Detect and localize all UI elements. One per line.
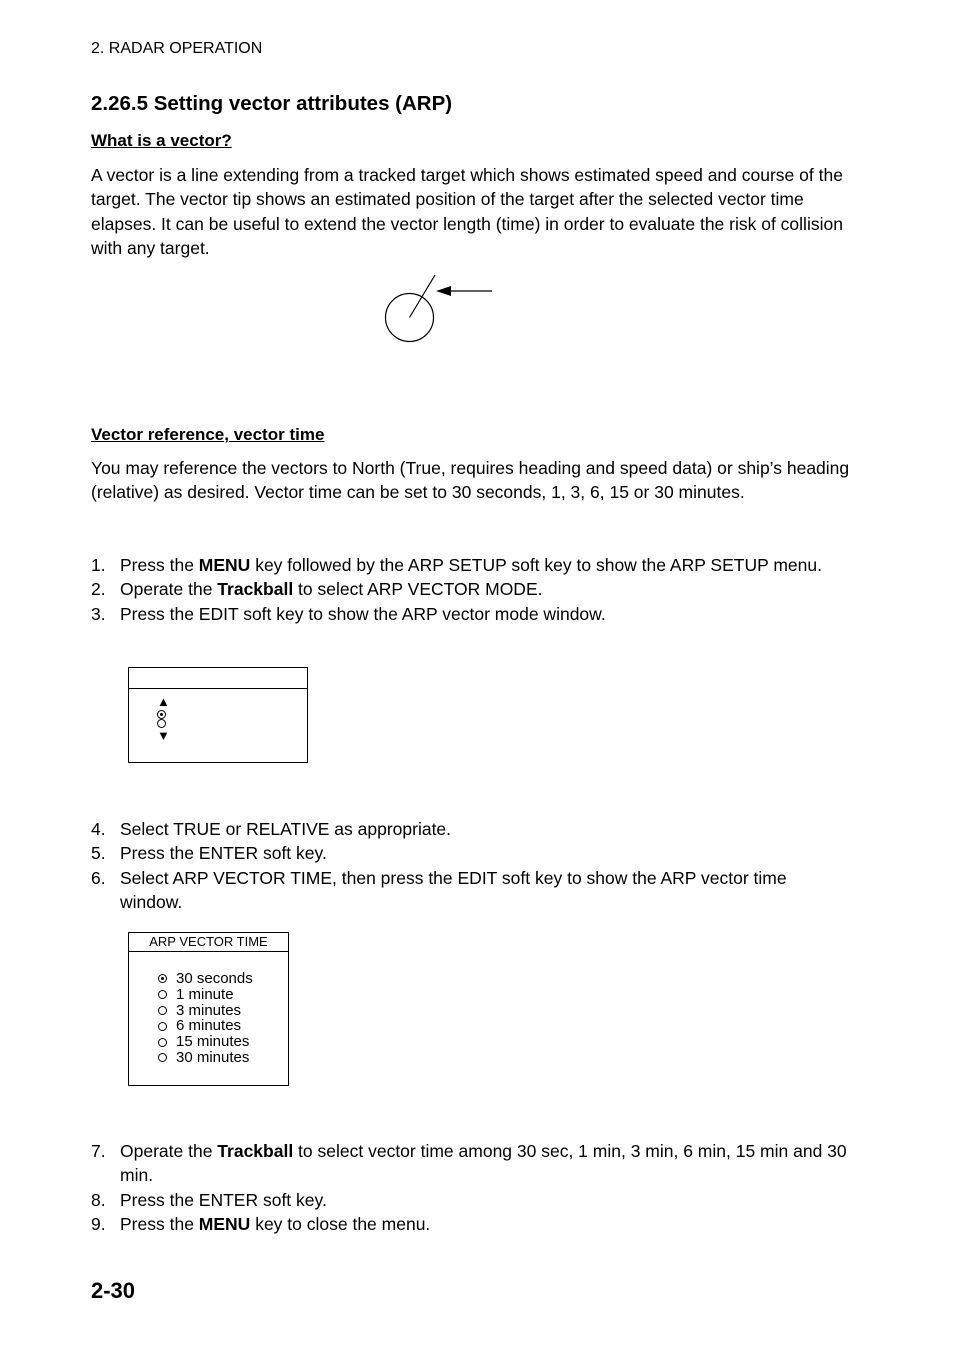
scroll-down-arrow-icon[interactable]: ▼ bbox=[157, 727, 170, 743]
scroll-up-arrow-icon[interactable]: ▲ bbox=[157, 694, 170, 709]
step-item: 8. Press the ENTER soft key. bbox=[91, 1189, 327, 1210]
window-title bbox=[129, 668, 307, 689]
steps-list-3 bbox=[91, 1139, 851, 1236]
window-title: ARP VECTOR TIME bbox=[129, 933, 288, 952]
section-title: 2.26.5 Setting vector attributes (ARP) bbox=[91, 92, 453, 115]
vector-reference-paragraph: You may reference the vectors to North (True, requires heading and speed data) or ship’s heading (relative) as desired. Vector time can be set to 30 seconds, 1, 3, 6, 15 or 30 minutes. bbox=[91, 458, 850, 503]
page-number: 2-30 bbox=[91, 1278, 136, 1303]
radio-option-true[interactable] bbox=[157, 710, 175, 719]
step-item: 4. Select TRUE or RELATIVE as appropriate. bbox=[91, 819, 452, 839]
radio-selected-icon bbox=[157, 710, 166, 719]
arp-vector-time-window bbox=[128, 932, 289, 1086]
step-item: 3. Press the EDIT soft key to show the ARP vector mode window. bbox=[91, 603, 606, 624]
radio-option-relative[interactable] bbox=[157, 719, 175, 728]
radio-unselected-icon bbox=[157, 719, 166, 728]
running-header: 2. RADAR OPERATION bbox=[91, 40, 263, 57]
step-item: 5. Press the ENTER soft key. bbox=[91, 843, 327, 864]
step-item: 9. Press the MENU key to close the menu. bbox=[91, 1213, 431, 1234]
vector-line bbox=[410, 275, 436, 318]
radio-option-1-minute[interactable]: 1 minute bbox=[158, 987, 253, 1003]
steps-list-2 bbox=[91, 817, 851, 914]
radio-unselected-icon bbox=[158, 1022, 167, 1031]
radio-selected-icon bbox=[158, 974, 167, 983]
radio-option-6-minutes[interactable]: 6 minutes bbox=[158, 1018, 253, 1034]
radio-unselected-icon bbox=[158, 1006, 167, 1015]
subheading-what-is-vector: What is a vector? bbox=[91, 131, 232, 150]
radio-option-3-minutes[interactable]: 3 minutes bbox=[158, 1003, 253, 1019]
step-item: 6. Select ARP VECTOR TIME, then press the EDIT soft key to show the ARP vector time window. bbox=[91, 867, 787, 912]
radio-option-30-minutes[interactable]: 30 minutes bbox=[158, 1050, 253, 1066]
subheading-vector-reference: Vector reference, vector time bbox=[91, 425, 325, 444]
radio-option-15-minutes[interactable]: 15 minutes bbox=[158, 1034, 253, 1050]
pointer-arrow-head bbox=[436, 286, 451, 296]
step-item: 2. Operate the Trackball to select ARP VECTOR MODE. bbox=[91, 579, 543, 600]
radio-unselected-icon bbox=[158, 1038, 167, 1047]
vector-definition-paragraph: A vector is a line extending from a tracked target which shows estimated speed and course of the target. The vector tip shows an estimated position of the target after the selected vector time elapses. It can be useful to extend the vector length (time) in order to evaluate the risk of collision with any target. bbox=[91, 165, 843, 258]
radio-option-30-seconds[interactable]: 30 seconds bbox=[158, 971, 253, 987]
vector-illustration bbox=[378, 270, 498, 348]
radio-unselected-icon bbox=[158, 1053, 167, 1062]
arp-vector-mode-window bbox=[128, 667, 308, 763]
radio-unselected-icon bbox=[158, 990, 167, 999]
step-item: 1. Press the MENU key followed by the ARP SETUP soft key to show the ARP SETUP menu. bbox=[91, 555, 822, 575]
steps-list-1 bbox=[91, 553, 851, 626]
step-item: 7. Operate the Trackball to select vector time among 30 sec, 1 min, 3 min, 6 min, 15 min and 30 min. bbox=[91, 1141, 847, 1186]
